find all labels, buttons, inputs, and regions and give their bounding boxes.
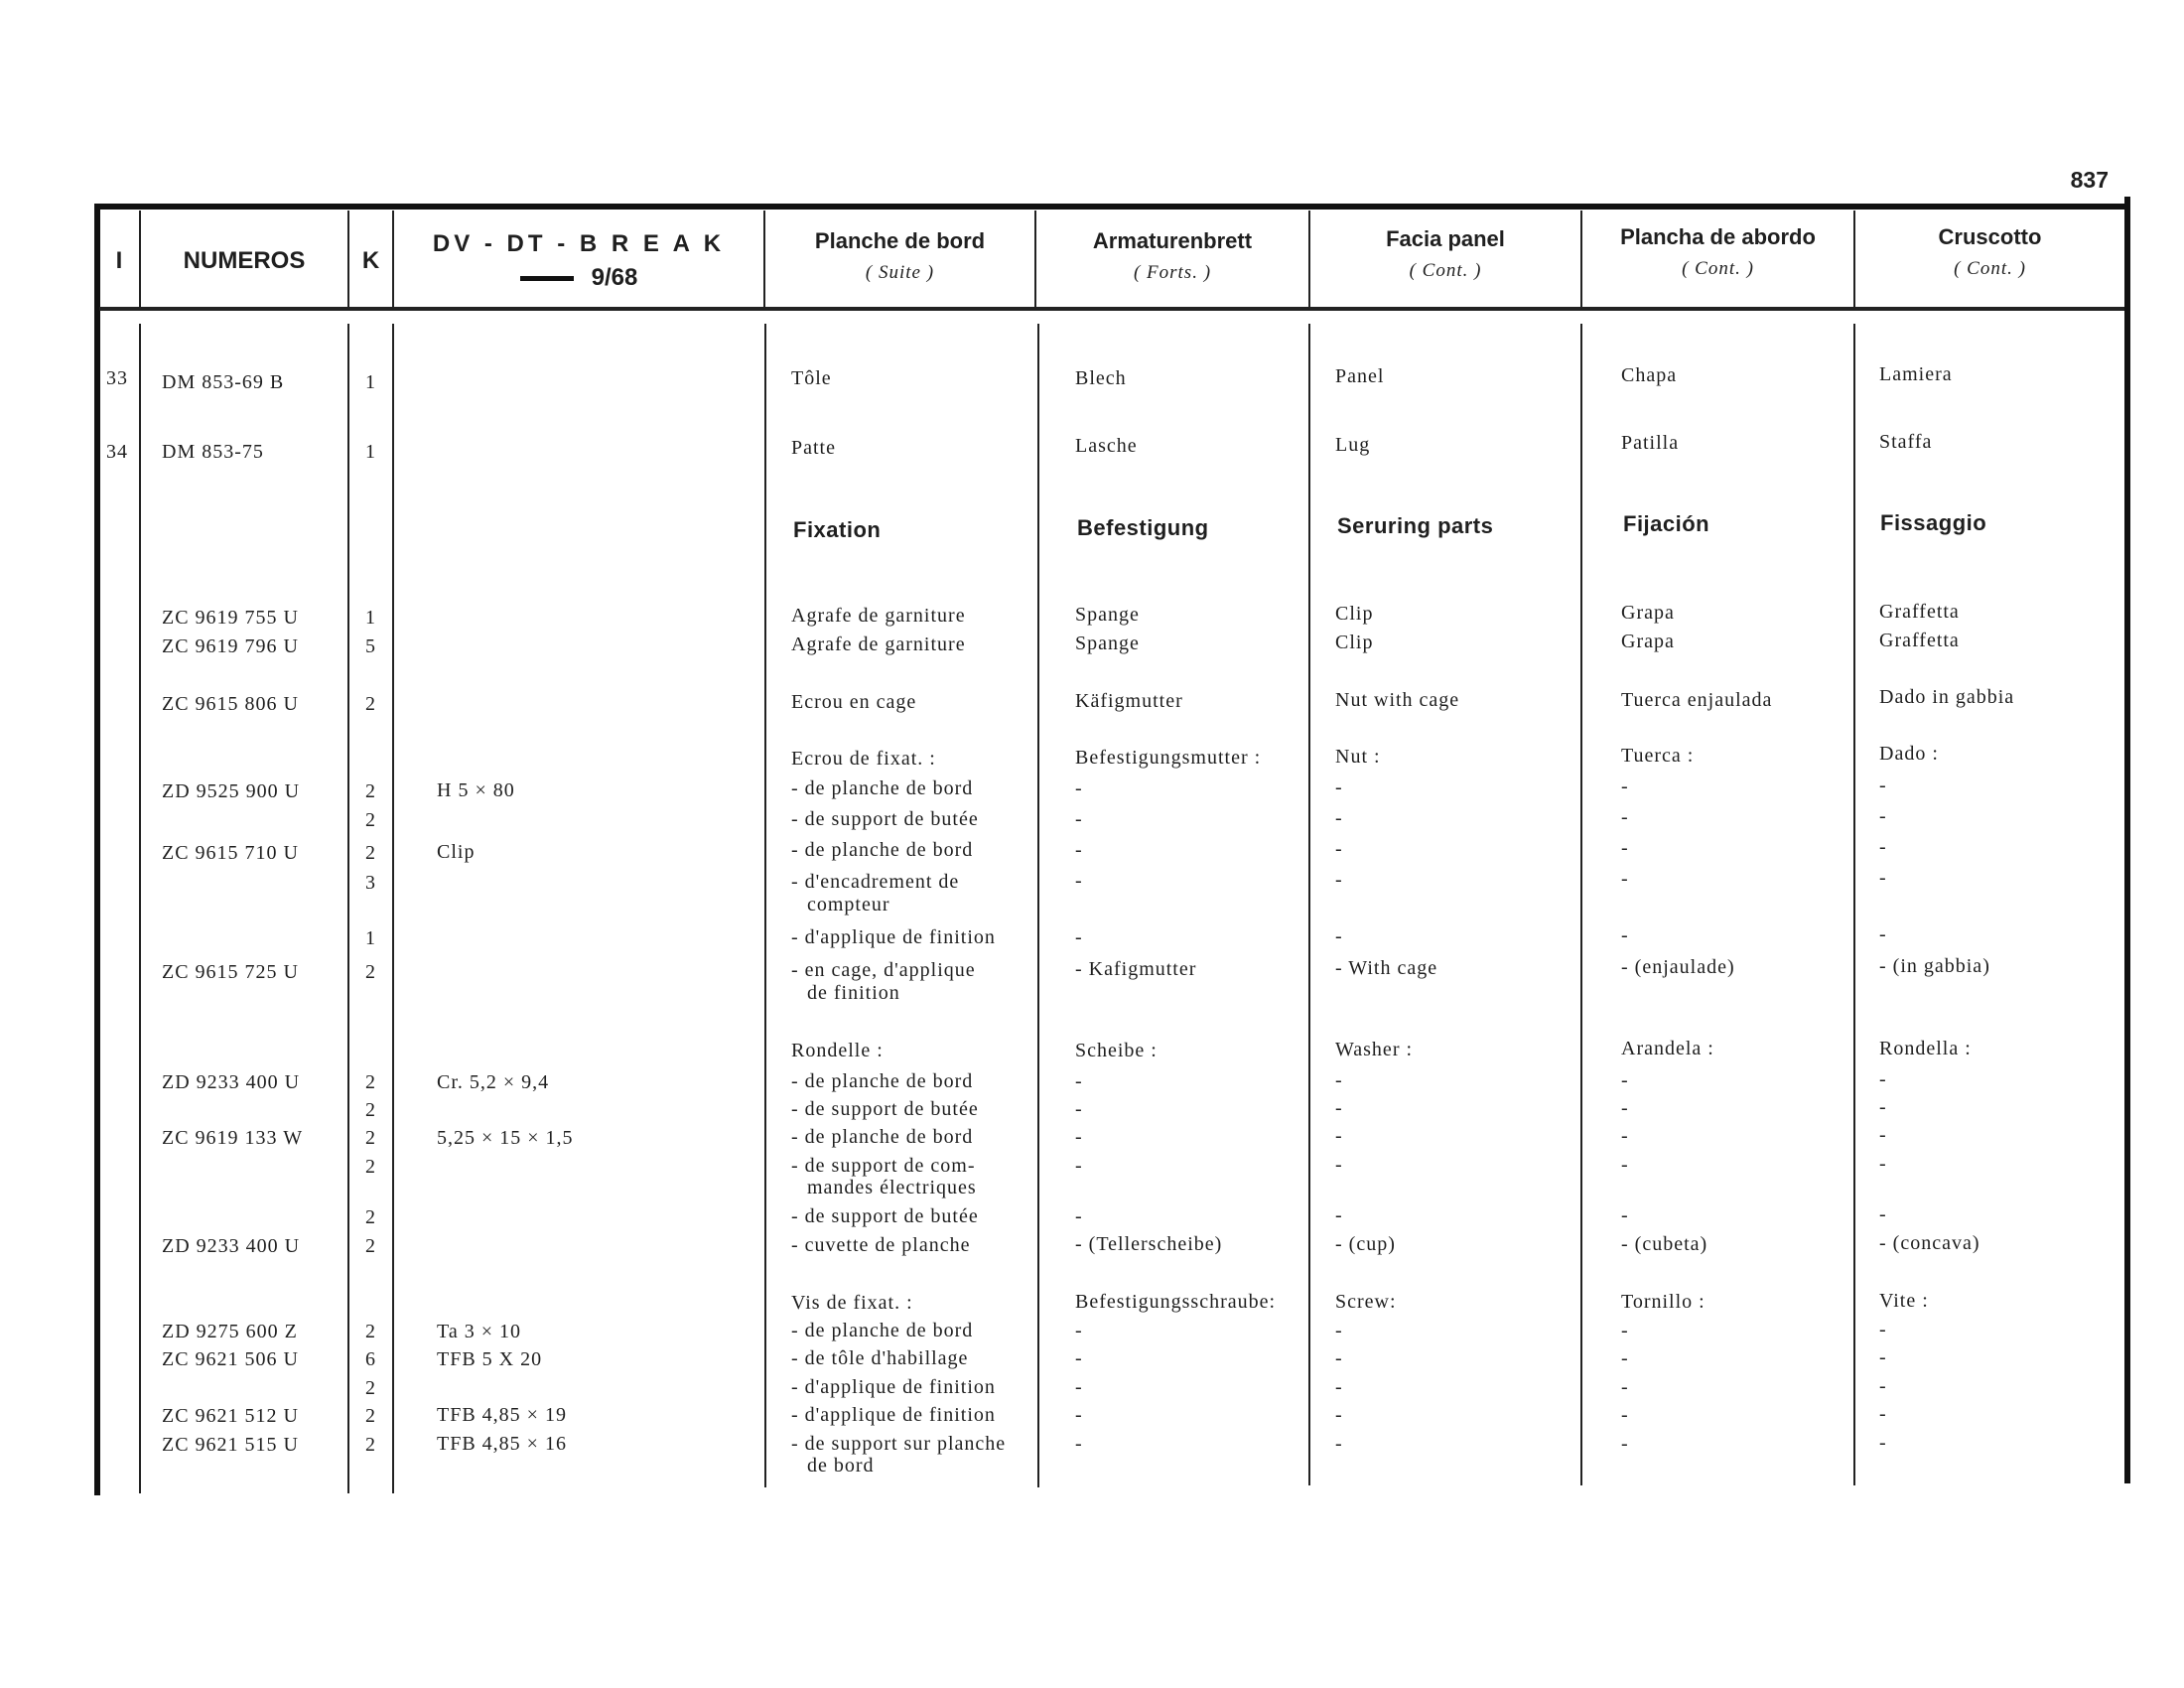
part-number: DM 853-69 B — [162, 371, 285, 393]
item-index: 33 — [106, 367, 128, 389]
spanish-description: - — [1621, 1204, 1629, 1226]
header-col-k: K — [361, 247, 380, 274]
quantity: 6 — [365, 1348, 376, 1370]
quantity: 2 — [365, 1321, 376, 1342]
italian-description: - — [1879, 1096, 1887, 1118]
quantity: 2 — [365, 961, 376, 983]
header-german-subtitle: ( Forts. ) — [1133, 262, 1212, 283]
specification: TFB 4,85 × 19 — [437, 1404, 567, 1426]
italian-description: Vite : — [1879, 1290, 1929, 1312]
quantity: 1 — [365, 607, 376, 629]
quantity: 2 — [365, 780, 376, 802]
part-number: ZC 9615 710 U — [162, 842, 299, 864]
english-description: - — [1335, 1376, 1343, 1398]
german-description: - — [1075, 1376, 1083, 1398]
header-divider — [99, 307, 2124, 311]
quantity: 2 — [365, 1206, 376, 1228]
english-description: - — [1335, 869, 1343, 891]
french-description: Ecrou en cage — [791, 691, 917, 713]
spanish-description: - — [1621, 868, 1629, 890]
italian-description: Dado : — [1879, 743, 1939, 765]
italian-description: - — [1879, 1319, 1887, 1340]
english-description: - — [1335, 838, 1343, 860]
english-description: - — [1335, 1347, 1343, 1369]
header-italian-title: Cruscotto — [1938, 224, 2042, 249]
spanish-description: - — [1621, 924, 1629, 946]
quantity: 2 — [365, 1434, 376, 1456]
german-description: Spange — [1075, 604, 1140, 626]
spanish-description: - — [1621, 1320, 1629, 1341]
header-spanish-subtitle: ( Cont. ) — [1682, 258, 1754, 279]
quantity: 3 — [365, 872, 376, 894]
spanish-description: Tuerca : — [1621, 745, 1695, 767]
section-heading-german: Befestigung — [1077, 515, 1209, 540]
german-description: - — [1075, 1433, 1083, 1455]
section-heading-italian: Fissaggio — [1880, 510, 1987, 535]
spanish-description: - — [1621, 1404, 1629, 1426]
german-description: - — [1075, 839, 1083, 861]
part-number: ZC 9619 755 U — [162, 607, 299, 629]
italian-description: - — [1879, 1346, 1887, 1368]
french-description: - d'applique de finition — [791, 1376, 996, 1398]
english-description: - With cage — [1335, 957, 1438, 979]
header-model-cell — [394, 230, 763, 292]
french-description-continued: mandes électriques — [807, 1177, 977, 1198]
quantity: 2 — [365, 1377, 376, 1399]
english-description: Screw: — [1335, 1291, 1397, 1313]
quantity: 1 — [365, 371, 376, 393]
part-number: ZD 9525 900 U — [162, 780, 301, 802]
english-description: - — [1335, 1097, 1343, 1119]
french-description: - de support sur planche — [791, 1433, 1007, 1455]
french-description: Agrafe de garniture — [791, 633, 966, 655]
part-number: ZC 9619 133 W — [162, 1127, 304, 1149]
french-description: - de support de butée — [791, 1098, 979, 1120]
quantity: 2 — [365, 842, 376, 864]
quantity: 1 — [365, 927, 376, 949]
model-designation: DV - DT - B R E A K — [432, 230, 726, 257]
english-description: - — [1335, 1433, 1343, 1455]
spanish-description: - — [1621, 1069, 1629, 1091]
italian-description: Lamiera — [1879, 363, 1953, 385]
quantity: 5 — [365, 635, 376, 657]
quantity: 2 — [365, 1235, 376, 1257]
italian-description: Graffetta — [1879, 630, 1960, 651]
part-number: ZD 9233 400 U — [162, 1071, 301, 1093]
german-description: Lasche — [1075, 435, 1138, 457]
german-description: - — [1075, 1098, 1083, 1120]
french-description-continued: de bord — [807, 1455, 875, 1477]
english-description: Washer : — [1335, 1039, 1414, 1060]
spanish-description: Tuerca enjaulada — [1621, 689, 1773, 711]
italian-description: - — [1879, 836, 1887, 858]
english-description: - (cup) — [1335, 1233, 1396, 1255]
french-description: - d'applique de finition — [791, 926, 996, 948]
english-description: - — [1335, 776, 1343, 798]
german-description: - — [1075, 1070, 1083, 1092]
german-description: - — [1075, 926, 1083, 948]
dash-mark — [520, 276, 574, 281]
french-description: Tôle — [791, 367, 832, 389]
header-english-subtitle: ( Cont. ) — [1409, 260, 1482, 281]
specification: TFB 5 X 20 — [437, 1348, 543, 1370]
spanish-description: - (enjaulade) — [1621, 956, 1735, 978]
italian-description: - (in gabbia) — [1879, 955, 1990, 977]
german-description: - — [1075, 1205, 1083, 1227]
spanish-description: - (cubeta) — [1621, 1233, 1708, 1255]
spanish-description: Chapa — [1621, 364, 1678, 386]
specification: TFB 4,85 × 16 — [437, 1433, 567, 1455]
part-number: ZC 9615 725 U — [162, 961, 299, 983]
column-divider — [392, 324, 394, 1493]
spanish-description: - — [1621, 1376, 1629, 1398]
english-description: Clip — [1335, 632, 1374, 653]
header-spanish-title: Plancha de abordo — [1620, 224, 1816, 249]
column-divider — [764, 324, 766, 1487]
italian-description: - — [1879, 1153, 1887, 1175]
french-description-continued: compteur — [807, 894, 890, 915]
italian-description: - — [1879, 867, 1887, 889]
italian-description: - — [1879, 1068, 1887, 1090]
specification: Cr. 5,2 × 9,4 — [437, 1071, 550, 1093]
model-date-line — [394, 264, 763, 292]
french-description: Ecrou de fixat. : — [791, 748, 936, 770]
italian-description: Rondella : — [1879, 1038, 1972, 1059]
french-description: - de planche de bord — [791, 1320, 974, 1341]
english-description: - — [1335, 1404, 1343, 1426]
model-date: 9/68 — [591, 264, 638, 291]
header-english — [1310, 226, 1580, 282]
french-description: - de planche de bord — [791, 1126, 974, 1148]
italian-description: - — [1879, 923, 1887, 945]
quantity: 2 — [365, 1127, 376, 1149]
italian-description: - — [1879, 1375, 1887, 1397]
table-left-border — [94, 207, 100, 1495]
spanish-description: - — [1621, 1097, 1629, 1119]
header-french — [765, 228, 1034, 284]
german-description: - — [1075, 808, 1083, 830]
spanish-description: - — [1621, 1433, 1629, 1455]
english-description: - — [1335, 925, 1343, 947]
column-divider — [139, 324, 141, 1493]
section-heading-french: Fixation — [793, 517, 882, 542]
table-right-border — [2124, 197, 2130, 1483]
french-description: - de tôle d'habillage — [791, 1347, 969, 1369]
french-description: - de support de butée — [791, 1205, 979, 1227]
spanish-description: Patilla — [1621, 432, 1680, 454]
column-divider — [1308, 324, 1310, 1485]
french-description: Patte — [791, 437, 836, 459]
column-divider — [1853, 324, 1855, 1485]
german-description: Befestigungsschraube: — [1075, 1291, 1277, 1313]
german-description: - — [1075, 1155, 1083, 1177]
table-top-border — [94, 204, 2129, 210]
german-description: - — [1075, 1347, 1083, 1369]
french-description: Rondelle : — [791, 1040, 884, 1061]
italian-description: - — [1879, 1124, 1887, 1146]
specification: Clip — [437, 841, 476, 863]
header-col-i: I — [115, 247, 123, 274]
italian-description: - — [1879, 1432, 1887, 1454]
spanish-description: - — [1621, 1347, 1629, 1369]
english-description: - — [1335, 1204, 1343, 1226]
german-description: Blech — [1075, 367, 1127, 389]
german-description: - Kafigmutter — [1075, 958, 1197, 980]
italian-description: - — [1879, 774, 1887, 796]
item-index: 34 — [106, 441, 128, 463]
header-italian — [1855, 224, 2124, 280]
german-description: - (Tellerscheibe) — [1075, 1233, 1223, 1255]
english-description: - — [1335, 1125, 1343, 1147]
header-french-title: Planche de bord — [814, 228, 986, 253]
quantity: 2 — [365, 1099, 376, 1121]
italian-description: Staffa — [1879, 431, 1933, 453]
italian-description: - — [1879, 1403, 1887, 1425]
header-german — [1036, 228, 1308, 284]
italian-description: - — [1879, 1203, 1887, 1225]
part-number: ZD 9275 600 Z — [162, 1321, 298, 1342]
english-description: - — [1335, 1154, 1343, 1176]
spanish-description: - — [1621, 1154, 1629, 1176]
header-spanish — [1582, 224, 1853, 280]
part-number: ZC 9615 806 U — [162, 693, 299, 715]
english-description: - — [1335, 1320, 1343, 1341]
german-description: Befestigungsmutter : — [1075, 747, 1262, 769]
specification: Ta 3 × 10 — [437, 1321, 521, 1342]
header-french-subtitle: ( Suite ) — [865, 262, 935, 283]
french-description: - de support de butée — [791, 808, 979, 830]
part-number: ZC 9621 512 U — [162, 1405, 299, 1427]
spanish-description: - — [1621, 806, 1629, 828]
italian-description: Dado in gabbia — [1879, 686, 2015, 708]
column-divider — [1580, 324, 1582, 1485]
french-description: Vis de fixat. : — [791, 1292, 913, 1314]
spanish-description: - — [1621, 775, 1629, 797]
french-description: - de support de com- — [791, 1155, 976, 1177]
german-description: - — [1075, 1126, 1083, 1148]
part-number: DM 853-75 — [162, 441, 264, 463]
italian-description: - — [1879, 805, 1887, 827]
german-description: - — [1075, 1404, 1083, 1426]
french-description: - en cage, d'applique — [791, 959, 976, 981]
german-description: Käfigmutter — [1075, 690, 1183, 712]
french-description-continued: de finition — [807, 982, 900, 1004]
spanish-description: - — [1621, 837, 1629, 859]
french-description: Agrafe de garniture — [791, 605, 966, 627]
english-description: Lug — [1335, 434, 1371, 456]
part-number: ZC 9621 515 U — [162, 1434, 299, 1456]
french-description: - de planche de bord — [791, 1070, 974, 1092]
german-description: - — [1075, 1320, 1083, 1341]
quantity: 2 — [365, 1071, 376, 1093]
part-number: ZC 9619 796 U — [162, 635, 299, 657]
quantity: 2 — [365, 1156, 376, 1178]
column-divider — [347, 324, 349, 1493]
specification: 5,25 × 15 × 1,5 — [437, 1127, 574, 1149]
section-heading-english: Seruring parts — [1337, 513, 1494, 538]
spanish-description: Grapa — [1621, 602, 1675, 624]
header-german-title: Armaturenbrett — [1092, 228, 1253, 253]
quantity: 2 — [365, 809, 376, 831]
german-description: - — [1075, 777, 1083, 799]
header-english-title: Facia panel — [1386, 226, 1505, 251]
column-divider — [1037, 324, 1039, 1487]
french-description: - cuvette de planche — [791, 1234, 971, 1256]
french-description: - d'encadrement de — [791, 871, 960, 893]
spanish-description: Tornillo : — [1621, 1291, 1706, 1313]
spanish-description: Grapa — [1621, 631, 1675, 652]
english-description: Nut with cage — [1335, 689, 1460, 711]
part-number: ZC 9621 506 U — [162, 1348, 299, 1370]
german-description: Spange — [1075, 633, 1140, 654]
header-italian-subtitle: ( Cont. ) — [1954, 258, 2026, 279]
english-description: Nut : — [1335, 746, 1381, 768]
spanish-description: Arandela : — [1621, 1038, 1714, 1059]
page-number: 837 — [2070, 167, 2109, 193]
section-heading-spanish: Fijación — [1623, 511, 1710, 536]
french-description: - de planche de bord — [791, 839, 974, 861]
english-description: Panel — [1335, 365, 1385, 387]
quantity: 2 — [365, 693, 376, 715]
english-description: - — [1335, 807, 1343, 829]
spanish-description: - — [1621, 1125, 1629, 1147]
header-col-numeros: NUMEROS — [183, 247, 306, 274]
english-description: Clip — [1335, 603, 1374, 625]
italian-description: - (concava) — [1879, 1232, 1980, 1254]
german-description: Scheibe : — [1075, 1040, 1158, 1061]
italian-description: Graffetta — [1879, 601, 1960, 623]
french-description: - de planche de bord — [791, 777, 974, 799]
specification: H 5 × 80 — [437, 779, 515, 801]
quantity: 2 — [365, 1405, 376, 1427]
part-number: ZD 9233 400 U — [162, 1235, 301, 1257]
quantity: 1 — [365, 441, 376, 463]
french-description: - d'applique de finition — [791, 1404, 996, 1426]
german-description: - — [1075, 870, 1083, 892]
english-description: - — [1335, 1069, 1343, 1091]
